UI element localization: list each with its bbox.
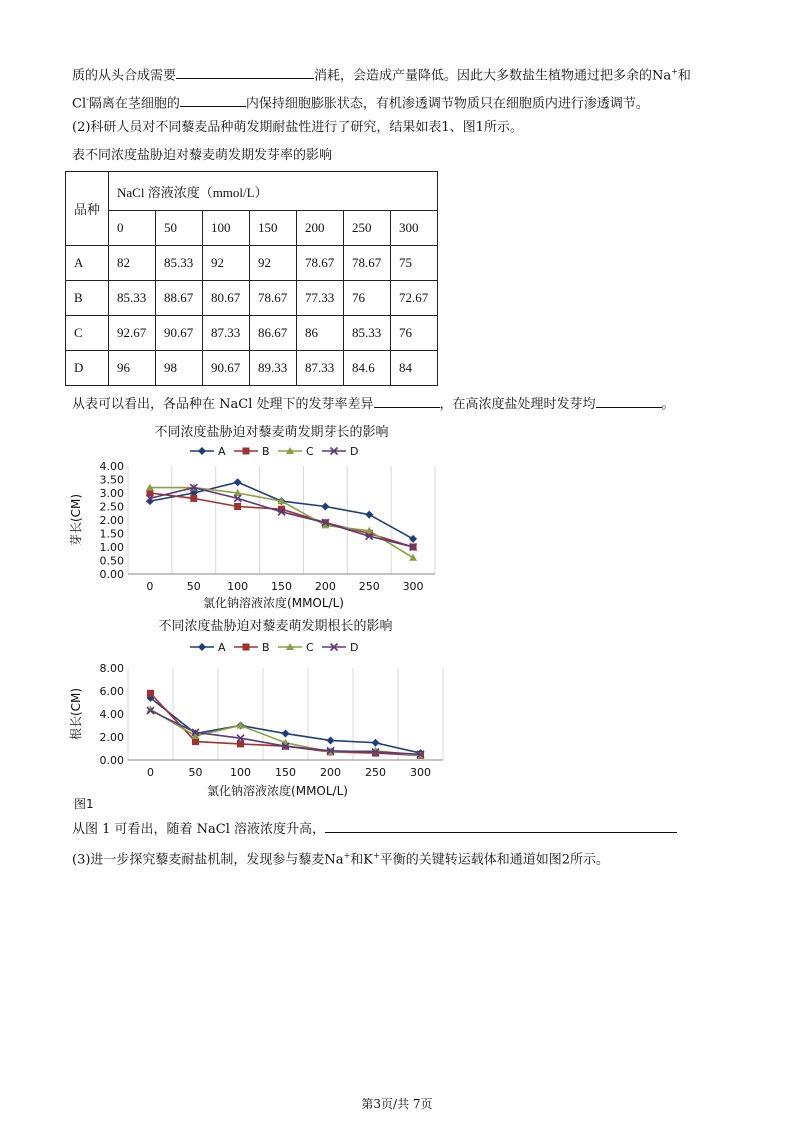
legend-label: B [262, 641, 270, 654]
group-header: NaCl 溶液浓度（mmol/L） [109, 172, 438, 211]
conc-header: 150 [250, 211, 297, 246]
germination-table [65, 171, 438, 386]
conc-header: 200 [297, 211, 344, 246]
x-tick-label: 0 [147, 766, 154, 779]
conc-header: 100 [203, 211, 250, 246]
y-tick-label: 3.00 [99, 487, 124, 500]
question-2: (2)科研人员对不同藜麦品种萌发期耐盐性进行了研究，结果如表1、图1所示。 [72, 120, 523, 135]
data-point [234, 503, 241, 510]
y-tick-label: 1.50 [99, 527, 124, 541]
legend-label: D [350, 445, 359, 458]
x-axis-label: 氯化钠溶液浓度(MMOL/L) [203, 596, 344, 610]
data-point [327, 736, 335, 744]
x-tick-label: 0 [146, 580, 154, 593]
x-tick-label: 100 [227, 580, 249, 593]
shoot-length-chart [60, 418, 460, 613]
x-tick-label: 50 [186, 580, 201, 593]
y-tick-label: 0.00 [99, 568, 124, 581]
legend-label: A [218, 445, 226, 458]
data-point [190, 495, 197, 502]
series-B [147, 690, 424, 759]
y-tick-label: 0.00 [99, 754, 124, 767]
data-point [409, 554, 417, 561]
table-row: D 96 98 90.67 89.33 87.33 84.6 84 [66, 351, 438, 386]
page-footer: 第3页/共 7页 [361, 1097, 433, 1111]
data-point [365, 511, 373, 519]
row-header: 品种 [66, 172, 109, 246]
table-row: A 82 85.33 92 92 78.67 78.67 75 [66, 246, 438, 281]
legend-marker [198, 643, 206, 651]
legend-label: C [306, 641, 314, 654]
y-tick-label: 0.50 [99, 554, 124, 568]
x-tick-label: 200 [314, 580, 336, 593]
data-point [192, 738, 199, 745]
answer-blank[interactable] [325, 818, 677, 833]
x-tick-label: 300 [402, 580, 424, 593]
paragraph-line-2: Cl-隔离在茎细胞的 内保持细胞膨胀状态，有机渗透调节物质只在细胞质内进行渗透调节。 [72, 90, 649, 114]
answer-blank[interactable] [374, 393, 440, 408]
legend-marker [243, 448, 250, 455]
x-tick-label: 100 [230, 766, 251, 779]
chart-legend [190, 445, 358, 458]
table-row: C 92.67 90.67 87.33 86.67 86 85.33 76 [66, 316, 438, 351]
y-tick-label: 2.00 [99, 731, 124, 744]
x-tick-label: 250 [365, 766, 386, 779]
y-tick-label: 6.00 [99, 685, 124, 698]
legend-label: C [306, 445, 314, 458]
conc-header: 50 [156, 211, 203, 246]
chart-title: 不同浓度盐胁迫对藜麦萌发期芽长的影响 [154, 425, 389, 440]
y-tick-label: 3.50 [99, 473, 124, 487]
table-conclusion: 从表可以看出，各品种在 NaCl 处理下的发芽率差异 ，在高浓度盐处理时发芽均 。 [72, 393, 675, 415]
answer-blank[interactable] [176, 64, 314, 79]
root-length-chart [60, 613, 460, 803]
y-tick-label: 4.00 [99, 708, 124, 721]
answer-blank[interactable] [180, 92, 246, 107]
legend-label: B [262, 445, 270, 458]
y-tick-label: 4.00 [99, 460, 124, 473]
chart-legend [190, 641, 358, 654]
legend-marker [243, 644, 250, 651]
data-point [147, 690, 154, 697]
figure-label: 图1 [74, 797, 94, 811]
data-point [234, 478, 242, 486]
x-tick-label: 300 [410, 766, 431, 779]
legend-marker [198, 447, 206, 455]
legend-label: D [350, 641, 359, 654]
table-row: B 85.33 88.67 80.67 78.67 77.33 76 72.67 [66, 281, 438, 316]
x-tick-label: 50 [188, 766, 203, 779]
paragraph-line-1: 质的从头合成需要 消耗，会造成产量降低。因此大多数盐生植物通过把多余的Na+和 [72, 62, 691, 86]
conc-header: 250 [344, 211, 391, 246]
answer-blank[interactable] [596, 393, 662, 408]
x-tick-label: 150 [275, 766, 296, 779]
figure-conclusion: 从图 1 可看出，随着 NaCl 溶液浓度升高， [72, 818, 677, 840]
y-tick-label: 2.50 [99, 500, 124, 514]
y-tick-label: 2.00 [99, 514, 124, 527]
x-tick-label: 150 [271, 580, 292, 593]
y-axis-label: 芽长(CM) [69, 493, 83, 547]
y-axis-label: 根长(CM) [69, 687, 83, 741]
y-tick-label: 8.00 [99, 662, 124, 675]
x-tick-label: 200 [320, 766, 341, 779]
data-point [372, 739, 380, 747]
series-C [146, 484, 417, 561]
question-3: (3)进一步探究藜麦耐盐机制，发现参与藜麦Na+和K+平衡的关键转运载体和通道如图2所示。 [72, 851, 609, 868]
data-point [321, 503, 329, 511]
legend-label: A [218, 641, 226, 654]
conc-header: 0 [109, 211, 156, 246]
y-tick-label: 1.00 [99, 541, 124, 554]
table-title: 表不同浓度盐胁迫对藜麦萌发期发芽率的影响 [72, 148, 333, 163]
x-axis-label: 氯化钠溶液浓度(MMOL/L) [207, 784, 348, 798]
chart-title: 不同浓度盐胁迫对藜麦萌发期根长的影响 [158, 619, 393, 634]
conc-header: 300 [391, 211, 438, 246]
x-tick-label: 250 [358, 580, 380, 593]
data-point [409, 535, 417, 543]
data-point [282, 730, 290, 738]
